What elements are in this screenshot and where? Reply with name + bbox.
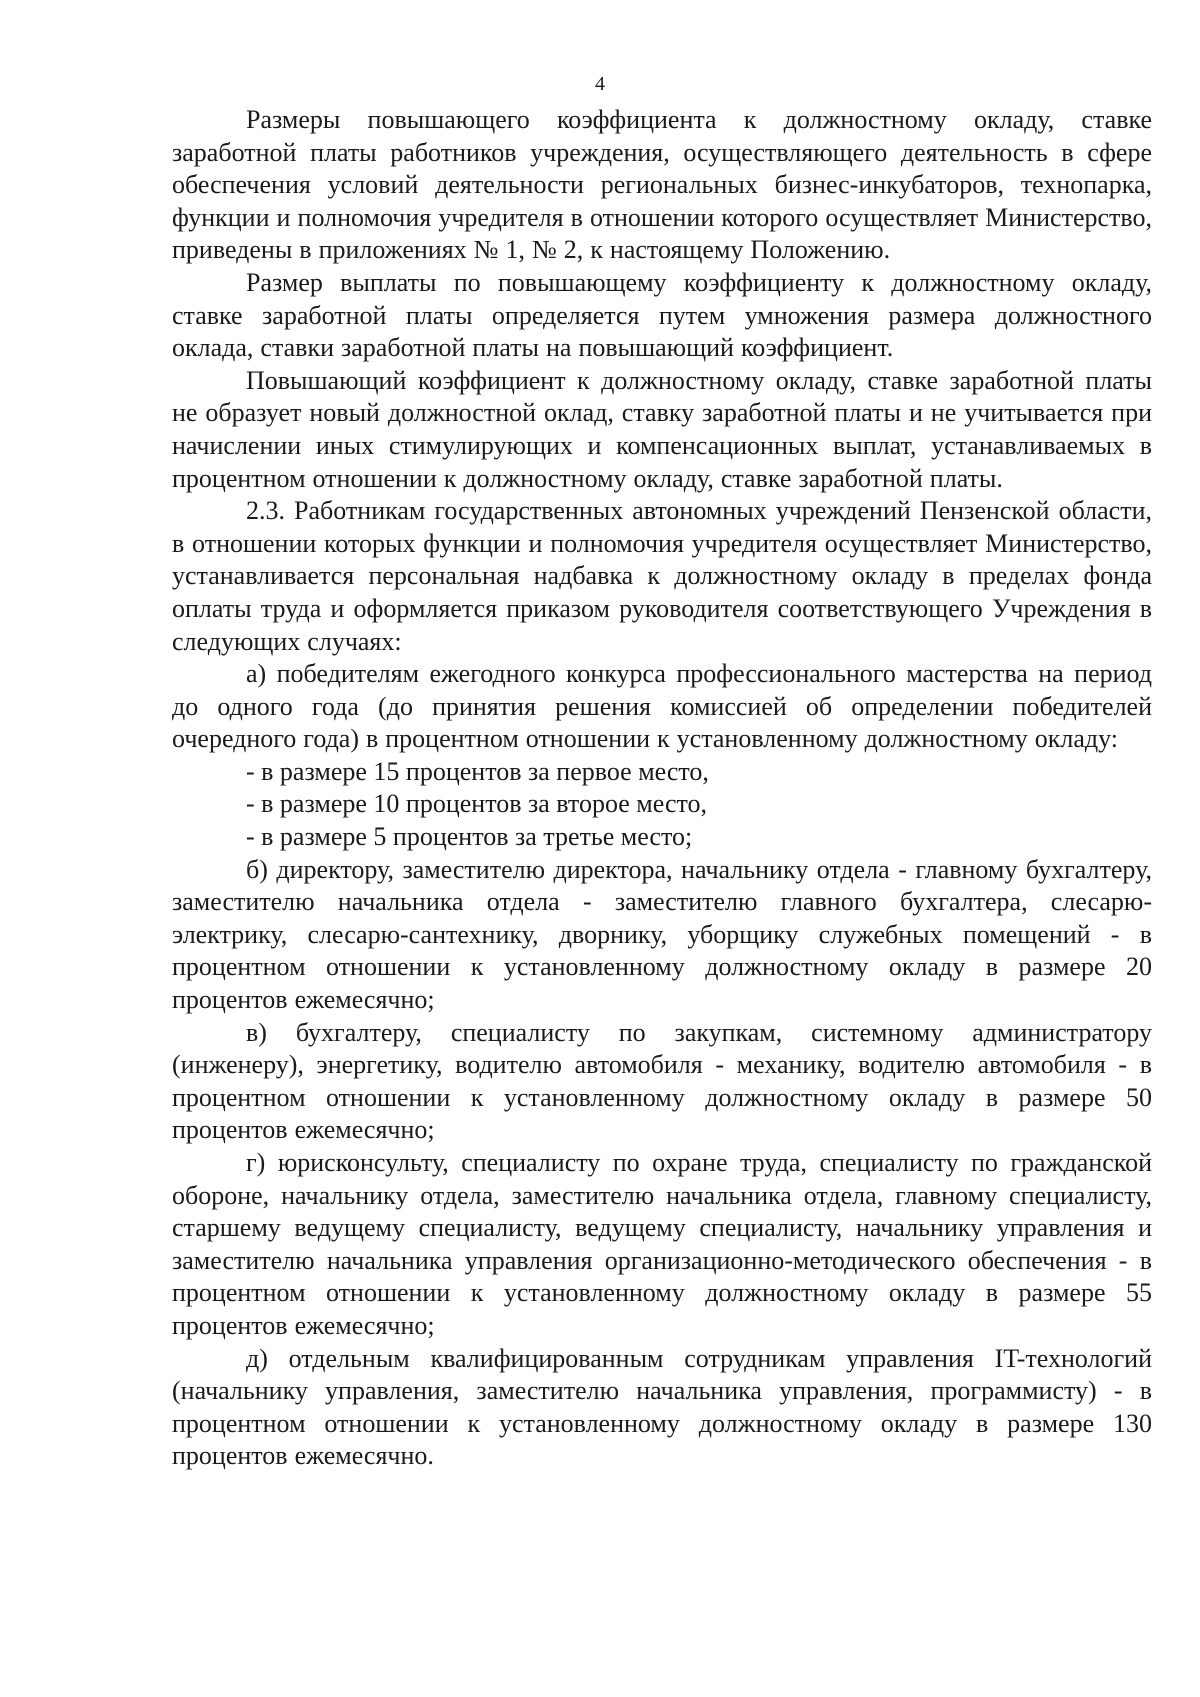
paragraph-item-d: д) отдельным квалифицированным сотрудникам управления IT-технологий (начальнику управления, заместителю начальника управления, программисту) - в процентном отношении к установленному должностному окладу в размере 130 процентов ежемесячно. <box>172 1343 1152 1471</box>
paragraph-coefficient-note: Повышающий коэффициент к должностному окладу, ставке заработной платы не образует новый должностной оклад, ставку заработной платы и не учитывается при начислении иных стимулирующих и компенсационных выплат, устанавливаемых в процентном отношении к должностному окладу, ставке заработной платы. <box>172 365 1152 493</box>
paragraph-item-b: б) директору, заместителю директора, начальнику отдела - главному бухгалтеру, заместителю начальника отдела - заместителю главного бухгалтера, слесарю-электрику, слесарю-сантехнику, дворнику, уборщику служебных помещений - в процентном отношении к установленному должностному окладу в размере 20 процентов ежемесячно; <box>172 854 1152 1015</box>
paragraph-item-a: а) победителям ежегодного конкурса профессионального мастерства на период до одного года (до принятия решения комиссией об определении победителей очередного года) в процентном отношении к установленному должностному окладу: <box>172 659 1152 754</box>
list-item-first-place: - в размере 15 процентов за первое место, <box>246 756 709 786</box>
list-item-third-place: - в размере 5 процентов за третье место; <box>246 822 693 852</box>
paragraph-item-v: в) бухгалтеру, специалисту по закупкам, системному администратору (инженеру), энергетику, водителю автомобиля - механику, водителю автомобиля - в процентном отношении к установленному должностному окладу в размере 50 процентов ежемесячно; <box>172 1017 1152 1145</box>
document-body <box>172 104 1152 1473</box>
paragraph-coefficient-sizes: Размеры повышающего коэффициента к должностному окладу, ставке заработной платы работников учреждения, осуществляющего деятельность в сфере обеспечения условий деятельности региональных бизнес-инкубаторов, технопарка, функции и полномочия учредителя в отношении которого осуществляет Министерство, приведены в приложениях № 1, № 2, к настоящему Положению. <box>172 105 1152 265</box>
paragraph-section-2-3: 2.3. Работникам государственных автономных учреждений Пензенской области, в отношении которых функции и полномочия учредителя осуществляет Министерство, устанавливается персональная надбавка к должностному окладу в пределах фонда оплаты труда и оформляется приказом руководителя соответствующего Учреждения в следующих случаях: <box>172 496 1152 656</box>
page-number: 4 <box>595 73 605 95</box>
paragraph-payment-size: Размер выплаты по повышающему коэффициенту к должностному окладу, ставке заработной платы определяется путем умножения размера должностного оклада, ставки заработной платы на повышающий коэффициент. <box>172 267 1152 363</box>
paragraph-item-g: г) юрисконсульту, специалисту по охране труда, специалисту по гражданской обороне, начальнику отдела, заместителю начальника отдела, главному специалисту, старшему ведущему специалисту, ведущему специалисту, начальнику управления и заместителю начальника управления организационно-методического обеспечения - в процентном отношении к установленному должностному окладу в размере 55 процентов ежемесячно; <box>172 1148 1152 1340</box>
list-item-second-place: - в размере 10 процентов за второе место, <box>246 789 708 819</box>
